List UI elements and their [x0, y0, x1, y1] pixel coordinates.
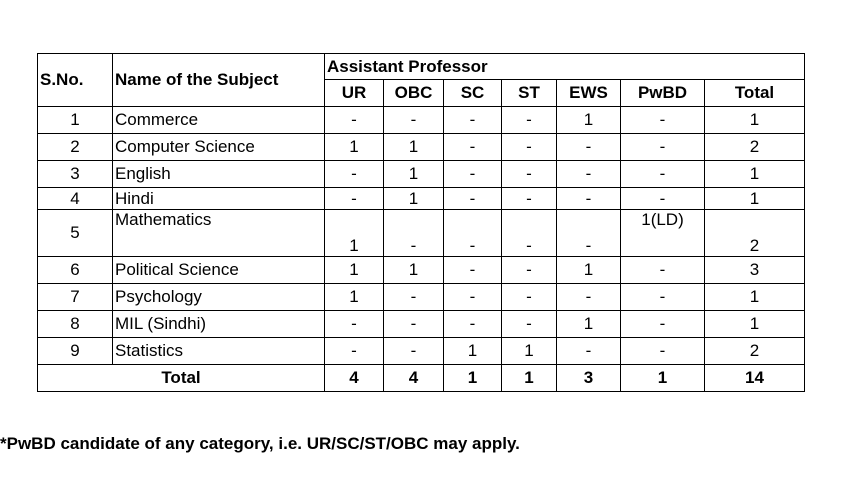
cell-pwbd: -: [621, 134, 705, 161]
cell-sc: 1: [444, 338, 502, 365]
table-row: [38, 188, 805, 210]
cell-ur: -: [325, 311, 384, 338]
cell-ews: 1: [557, 257, 621, 284]
cell-ews: -: [557, 161, 621, 188]
row-sno: 5: [38, 210, 113, 257]
cell-pwbd: 1(LD): [621, 210, 705, 257]
cell-sc: -: [444, 161, 502, 188]
table-row: [38, 161, 805, 188]
cell-st: -: [502, 311, 557, 338]
cell-pwbd: -: [621, 284, 705, 311]
cell-total: 1: [705, 188, 805, 210]
row-sno: 3: [38, 161, 113, 188]
header-col-pwbd: PwBD: [621, 80, 705, 107]
cell-pwbd: -: [621, 107, 705, 134]
cell-ews: -: [557, 134, 621, 161]
total-sc: 1: [444, 365, 502, 392]
cell-pwbd: -: [621, 161, 705, 188]
cell-obc: -: [384, 311, 444, 338]
header-col-ews: EWS: [557, 80, 621, 107]
header-col-obc: OBC: [384, 80, 444, 107]
vacancy-table: [37, 53, 805, 392]
cell-st: -: [502, 188, 557, 210]
footnote: *PwBD candidate of any category, i.e. UR/SC/ST/OBC may apply.: [0, 434, 520, 453]
cell-total: 2: [705, 134, 805, 161]
cell-ur: 1: [325, 284, 384, 311]
row-subject: Mathematics: [113, 210, 325, 257]
cell-ews: 1: [557, 311, 621, 338]
row-sno: 2: [38, 134, 113, 161]
cell-sc: -: [444, 311, 502, 338]
cell-total: 1: [705, 284, 805, 311]
cell-total: 1: [705, 107, 805, 134]
total-ur: 4: [325, 365, 384, 392]
total-ews: 3: [557, 365, 621, 392]
table-row: [38, 338, 805, 365]
cell-obc: -: [384, 107, 444, 134]
cell-sc: -: [444, 257, 502, 284]
cell-st: -: [502, 134, 557, 161]
cell-ur: -: [325, 338, 384, 365]
cell-obc: 1: [384, 257, 444, 284]
total-pwbd: 1: [621, 365, 705, 392]
cell-sc: -: [444, 284, 502, 311]
cell-pwbd: -: [621, 257, 705, 284]
row-sno: 4: [38, 188, 113, 210]
total-obc: 4: [384, 365, 444, 392]
row-subject: Computer Science: [113, 134, 325, 161]
total-st: 1: [502, 365, 557, 392]
header-row-group: [38, 54, 805, 80]
header-col-total: Total: [705, 80, 805, 107]
row-subject: Statistics: [113, 338, 325, 365]
table-row: [38, 210, 805, 257]
cell-st: -: [502, 161, 557, 188]
cell-ews: -: [557, 188, 621, 210]
cell-sc: -: [444, 210, 502, 257]
cell-st: -: [502, 257, 557, 284]
table-row: [38, 284, 805, 311]
row-subject: Hindi: [113, 188, 325, 210]
cell-obc: 1: [384, 134, 444, 161]
total-total: 14: [705, 365, 805, 392]
total-row: [38, 365, 805, 392]
cell-ur: -: [325, 107, 384, 134]
table-row: [38, 107, 805, 134]
header-col-ur: UR: [325, 80, 384, 107]
cell-ur: 1: [325, 257, 384, 284]
cell-obc: -: [384, 338, 444, 365]
cell-ur: -: [325, 188, 384, 210]
header-col-st: ST: [502, 80, 557, 107]
row-subject: Political Science: [113, 257, 325, 284]
row-subject: Psychology: [113, 284, 325, 311]
header-col-sc: SC: [444, 80, 502, 107]
table-row: [38, 257, 805, 284]
cell-pwbd: -: [621, 338, 705, 365]
cell-pwbd: -: [621, 311, 705, 338]
cell-obc: 1: [384, 188, 444, 210]
cell-sc: -: [444, 134, 502, 161]
header-subject: Name of the Subject: [113, 54, 325, 107]
cell-st: 1: [502, 338, 557, 365]
cell-ews: 1: [557, 107, 621, 134]
cell-st: -: [502, 210, 557, 257]
row-sno: 9: [38, 338, 113, 365]
row-sno: 6: [38, 257, 113, 284]
cell-ur: 1: [325, 134, 384, 161]
table-body: [38, 107, 805, 365]
cell-st: -: [502, 284, 557, 311]
cell-total: 3: [705, 257, 805, 284]
table-row: [38, 311, 805, 338]
cell-total: 1: [705, 311, 805, 338]
table-row: [38, 134, 805, 161]
cell-total: 1: [705, 161, 805, 188]
cell-obc: -: [384, 210, 444, 257]
header-assistant-professor: Assistant Professor: [325, 54, 805, 80]
row-sno: 1: [38, 107, 113, 134]
cell-obc: 1: [384, 161, 444, 188]
row-subject: English: [113, 161, 325, 188]
row-sno: 8: [38, 311, 113, 338]
cell-total: 2: [705, 338, 805, 365]
cell-obc: -: [384, 284, 444, 311]
cell-st: -: [502, 107, 557, 134]
cell-total: 2: [705, 210, 805, 257]
cell-pwbd: -: [621, 188, 705, 210]
row-sno: 7: [38, 284, 113, 311]
cell-ews: -: [557, 338, 621, 365]
cell-ur: -: [325, 161, 384, 188]
total-label: Total: [38, 365, 325, 392]
cell-sc: -: [444, 107, 502, 134]
row-subject: MIL (Sindhi): [113, 311, 325, 338]
cell-ur: 1: [325, 210, 384, 257]
cell-ews: -: [557, 210, 621, 257]
row-subject: Commerce: [113, 107, 325, 134]
header-sno: S.No.: [38, 54, 113, 107]
cell-ews: -: [557, 284, 621, 311]
cell-sc: -: [444, 188, 502, 210]
